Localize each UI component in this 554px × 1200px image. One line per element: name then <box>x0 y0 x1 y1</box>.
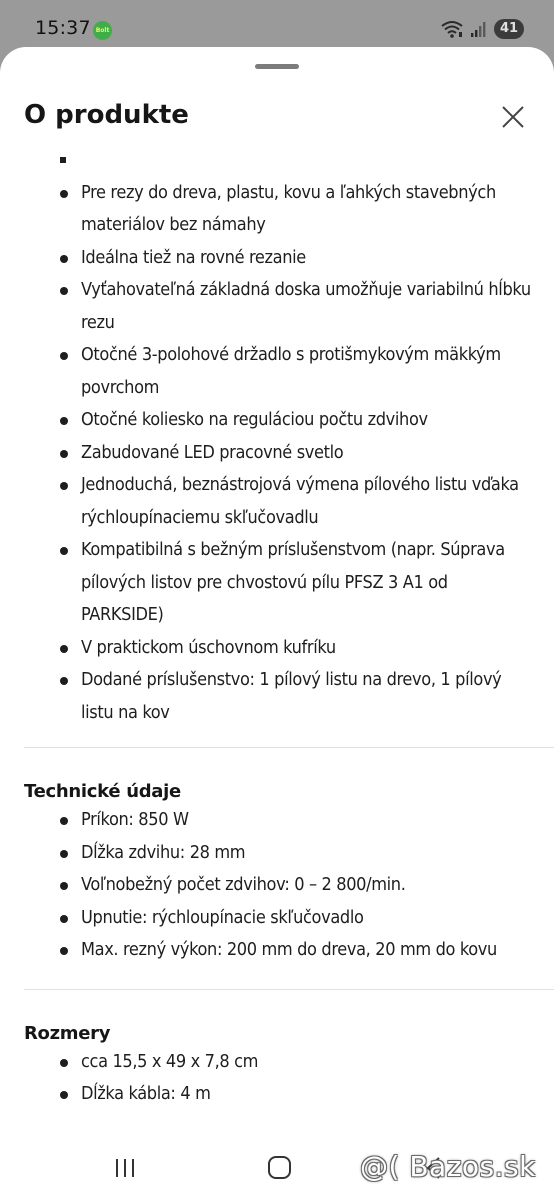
sheet-content <box>24 144 534 1111</box>
technical-list <box>24 804 534 967</box>
status-time: 15:37 <box>35 17 91 39</box>
battery-indicator: 41 <box>494 19 524 39</box>
list-item: Otočné 3-polohové držadlo s protišmykovým mäkkým povrchom <box>24 339 534 404</box>
dimensions-heading: Rozmery <box>24 1022 111 1044</box>
list-item: Vyťahovateľná základná doska umožňuje variabilnú hĺbku rezu <box>24 274 534 339</box>
recents-icon[interactable] <box>113 1156 137 1180</box>
watermark: @( Bazos.sk <box>360 1150 536 1183</box>
technical-heading: Technické údaje <box>24 781 181 802</box>
list-item: Pre rezy do dreva, plastu, kovu a ľahkých stavebných materiálov bez námahy <box>24 177 534 242</box>
empty-list-item <box>24 144 534 177</box>
list-item: Dĺžka zdvihu: 28 mm <box>24 837 534 870</box>
sheet-title: O produkte <box>24 100 189 130</box>
list-item: Ideálna tiež na rovné rezanie <box>24 242 534 275</box>
status-icons <box>440 18 524 40</box>
list-item: V praktickom úschovnom kufríku <box>24 632 534 665</box>
list-item: Otočné koliesko na reguláciou počtu zdvihov <box>24 404 534 437</box>
dimensions-list <box>24 1046 534 1111</box>
list-item: Zabudované LED pracovné svetlo <box>24 437 534 470</box>
list-item: Jednoduchá, beznástrojová výmena pílového listu vďaka rýchloupínaciemu skľučovadlu <box>24 469 534 534</box>
list-item: Voľnobežný počet zdvihov: 0 – 2 800/min. <box>24 869 534 902</box>
list-item: Príkon: 850 W <box>24 804 534 837</box>
signal-icon <box>470 20 488 38</box>
bolt-app-icon: Bolt <box>93 21 112 40</box>
list-item: Kompatibilná s bežným príslušenstvom (napr. Súprava pílových listov pre chvostovú pílu PFSZ 3 A1 od PARKSIDE) <box>24 534 534 632</box>
list-item: Dodané príslušenstvo: 1 pílový listu na drevo, 1 pílový listu na kov <box>24 664 534 729</box>
list-item: Dĺžka kábla: 4 m <box>24 1078 534 1111</box>
product-info-sheet <box>0 47 554 1140</box>
drag-handle[interactable] <box>255 64 299 69</box>
list-item: Max. rezný výkon: 200 mm do dreva, 20 mm do kovu <box>24 934 534 967</box>
close-button[interactable] <box>498 102 528 132</box>
wifi-icon <box>440 19 464 39</box>
list-item: Upnutie: rýchloupínacie skľučovadlo <box>24 902 534 935</box>
close-icon <box>498 102 528 132</box>
feature-list <box>24 177 534 730</box>
square-bullet <box>60 157 66 163</box>
list-item: cca 15,5 x 49 x 7,8 cm <box>24 1046 534 1079</box>
status-bar <box>0 0 554 48</box>
home-icon[interactable] <box>267 1155 292 1180</box>
